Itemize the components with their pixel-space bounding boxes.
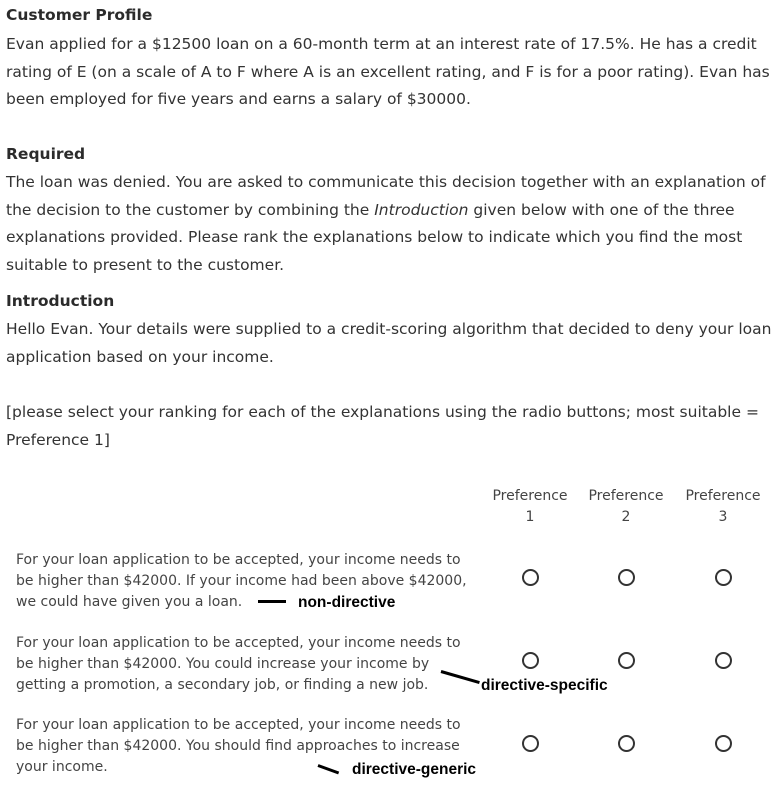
radio-row-3-preference-2[interactable] <box>618 735 635 752</box>
instruction-text: [please select your ranking for each of the explanations using the radio buttons; most suitable = Preference 1] <box>6 403 759 449</box>
explanation-row-1-text: For your loan application to be accepted, your income needs to be higher than $42000. If your income had been above $42000, we could have given you a loan. <box>16 552 467 610</box>
radio-row-1-preference-2[interactable] <box>618 569 635 586</box>
annotation-non-directive: non-directive <box>298 594 396 611</box>
required-text <box>6 169 774 279</box>
radio-row-3-preference-3[interactable] <box>715 735 732 752</box>
required-text-part-2: given below with one of the three explanations provided. Please rank the explanations below to indicate which you find the most suitable to present to the customer. <box>6 200 743 274</box>
annotation-directive-generic: directive-generic <box>352 761 477 778</box>
radio-row-3-preference-1[interactable] <box>522 735 539 752</box>
customer-profile-title: Customer Profile <box>6 6 153 24</box>
column-header-label: Preference <box>685 488 761 504</box>
column-header-number: 2 <box>621 509 631 525</box>
radio-row-2-preference-3[interactable] <box>715 652 732 669</box>
required-text-part-1: The loan was denied. You are asked to communicate this decision together with an explanation of the decision to the customer by combining the <box>6 173 766 219</box>
column-header-label: Preference <box>492 488 568 504</box>
annotation-pointer-row-1 <box>258 600 286 603</box>
required-title: Required <box>6 145 86 163</box>
introduction-reference: Introduction <box>374 200 469 219</box>
radio-row-2-preference-2[interactable] <box>618 652 635 669</box>
radio-row-1-preference-3[interactable] <box>715 569 732 586</box>
introduction-title: Introduction <box>6 292 115 310</box>
column-header-number: 1 <box>525 509 535 525</box>
column-header-preference-3 <box>675 486 771 528</box>
customer-profile-text: Evan applied for a $12500 loan on a 60-month term at an interest rate of 17.5%. He has a credit rating of E (on a scale of A to F where A is an excellent rating, and F is for a poor rating). Evan has been employed for five years and earns a salary of $30000. <box>6 35 770 108</box>
annotation-directive-specific: directive-specific <box>481 677 608 694</box>
column-header-preference-1 <box>482 486 578 528</box>
column-header-label: Preference <box>588 488 664 504</box>
radio-row-2-preference-1[interactable] <box>522 652 539 669</box>
introduction-text: Hello Evan. Your details were supplied to a credit-scoring algorithm that decided to deny your loan application based on your income. <box>6 320 772 366</box>
column-header-number: 3 <box>718 509 728 525</box>
radio-row-1-preference-1[interactable] <box>522 569 539 586</box>
explanation-row-3-text: For your loan application to be accepted, your income needs to be higher than $42000. You should find approaches to increase your income. <box>16 717 461 775</box>
explanation-row-2-text: For your loan application to be accepted, your income needs to be higher than $42000. You could increase your income by getting a promotion, a secondary job, or finding a new job. <box>16 635 461 693</box>
column-header-preference-2 <box>578 486 674 528</box>
